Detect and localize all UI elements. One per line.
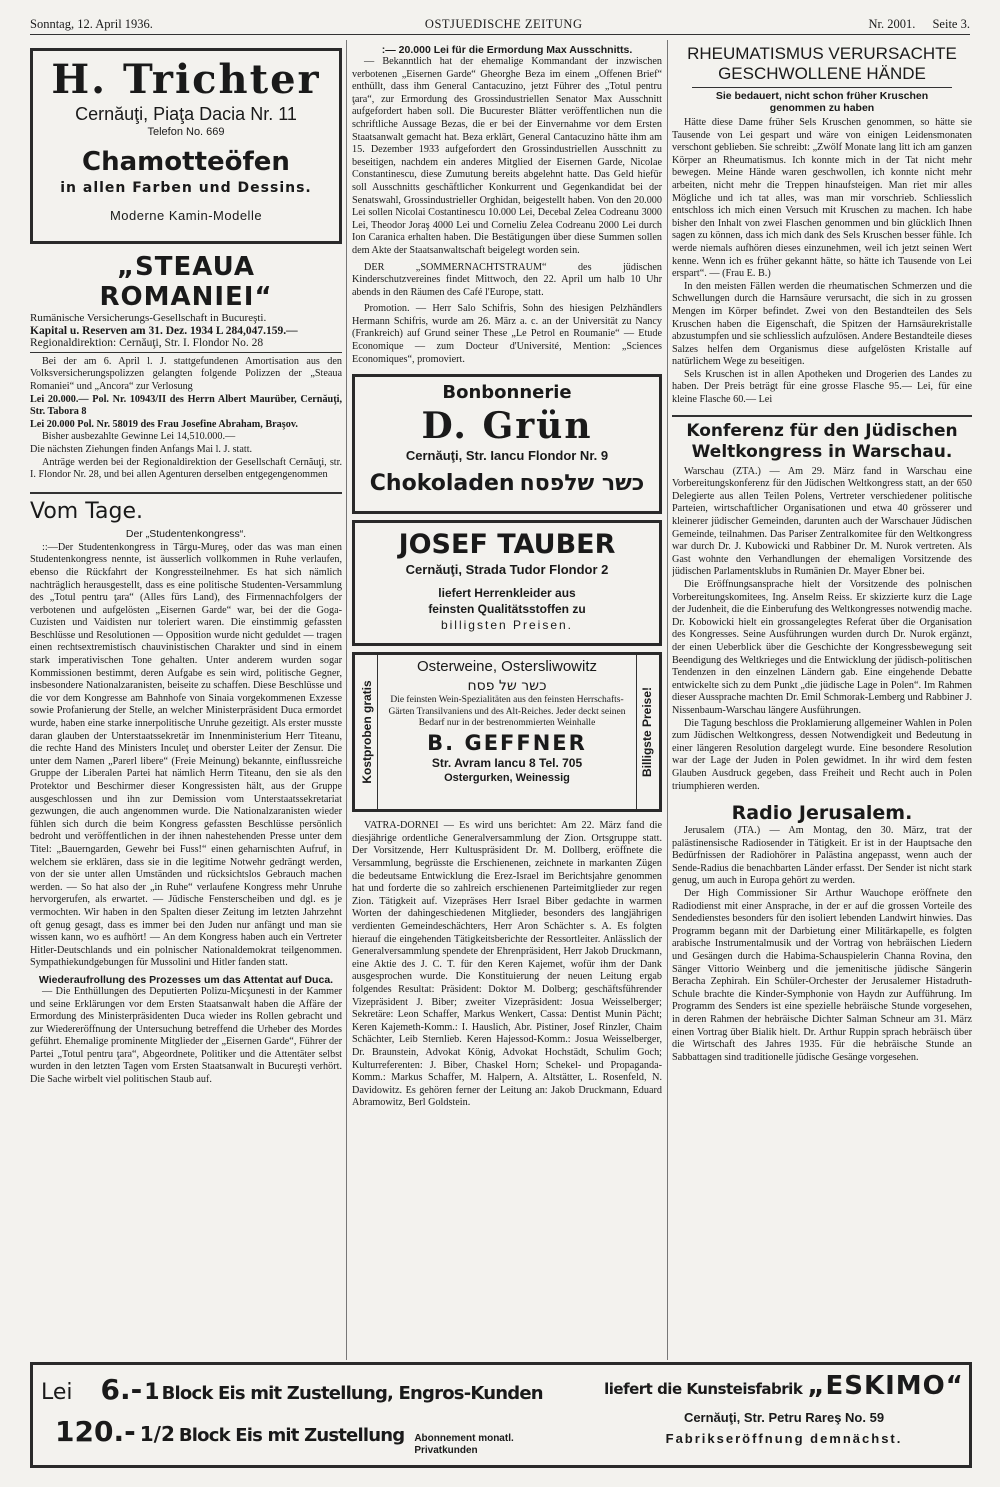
steaua-body2: Lei 20.000.— Pol. Nr. 10943/II des Herrn Albert Maurüber, Cernăuţi, Str. Tabora 8 xyxy=(30,393,342,418)
steaua-body5: Die nächsten Ziehungen finden Anfangs Mai l. J. statt. xyxy=(30,443,253,455)
vom-tage-sub2: Wiederaufrollung des Prozesses um das Attentat auf Duca. xyxy=(38,973,334,986)
article-ausschnitt-title: :— 20.000 Lei für die Ermordung Max Ausschnitts. xyxy=(381,44,633,56)
rheuma-p3: Sels Kruschen ist in allen Apotheken und Drogerien des Landes zu haben. Der Preis beträgt für eine grosse Flasche 95.— Lei, für eine kleine Flasche 60.— Lei xyxy=(672,368,972,406)
section-vom-tage xyxy=(30,492,342,1087)
eskimo-qty1: 1 xyxy=(144,1380,160,1405)
eskimo-qty2: 1/2 xyxy=(139,1422,175,1446)
eskimo-text1: Block Eis mit Zustellung, Engros-Kunden xyxy=(161,1383,543,1404)
gruen-name: D. Grün xyxy=(421,405,593,448)
steaua-line3: Regionaldirektion: Cernăuţi, Str. I. Flondor No. 28 xyxy=(30,337,342,353)
konferenz-p1: Warschau (ZTA.) — Am 29. März fand in Warschau eine Vorbereitungskonferenz für den Jüdischen Weltkongress statt, an der 650 Delegierte aus allen Teilen Polens, Vertreter verschiedener politische Parteien, wirtschaftlicher Organisationen und etwa 40 grösserer und kleinerer jüdischer Gemeinden, darunten auch der Warschauer Jüdischen Gemeinde, teilnahmen. Das Pariser Zentralkomitee für den Weltkongress war durch Dr. J. Kubowicki und Rabbiner Dr. M. Nurok vertreten. Als Gast wohnte den Verhandlungen der ehemaligen Vorsitzende des jüdischen Parlamentsklubs in Rumänien Dr. Mayer Ebner bei. xyxy=(672,465,972,578)
ad-geffner xyxy=(352,652,662,812)
geffner-top: Osterweine, Ostersliwowitz xyxy=(416,658,598,676)
steaua-body6: Anträge werden bei der Regionaldirektion der Gesellschaft Cernăuţi, str. I. Flondor Nr. 28, und bei allen Agenturen derselben entgegengenommen xyxy=(30,456,342,481)
geffner-name: B. GEFFNER xyxy=(427,730,587,755)
eskimo-price1: 6.- xyxy=(100,1373,143,1406)
ad-trichter xyxy=(30,48,342,244)
ad-tauber xyxy=(352,520,662,646)
vom-tage-p1: ::—Der Studentenkongress in Târgu-Mureş, oder das was man einen Studentenkongress nennte, ist äusserlich vollkommen in Ruhe verlaufen, ebenso die Rückfahrt der Kongressteilnehmer. Es hat sich nämlich nachträglich herausgestellt, dass es eine politische Studenten-Versammlung des „Totul pentru ţara“ (Alles fürs Land), des Firmennachfolgers der verbotenen und aufgelösten „Eisernen Garde“ war, bei der die Goga-Cuzisten und Vaidisten nur toleriert waren. Die einstimmig gefassten Beschlüsse und Resolutionen — Opposition wurde nicht geduldet — tragen einen rechtsextremistisch chauvinistischen Charakter und sind in einem stark imperativischen Tone gehalten. Unter anderem wurden sogar Kommissionen bestimmt, deren Aufgabe es sein wird, politische Gegner, insbesondere Nationalzaranisten, beiseite zu schaffen. Diese Beschlüsse und die vor dem Kongresse am Bahnhofe von Sinaia vorgekommenen Exzesse sowie Profanierung der Stelle, an welcher Ministerpräsident Duca ermordet wurde, haben eine starke innerpolitische Unruhe gezeitigt. Als erster musste daran glauben der Unterstaatssekretär im Innenministerium Herr Titeanu, die rechte Hand des Ministers Inculeţ und oberster Leiter der Zensur. Die unter dem Namen „Parerl libere“ (Freie Meinung) bekannte, einflussreiche Gruppe der Liberalen Partei hat nämlich Herrn Titeanu, den sie als den Protektor und Beschirmer dieser Kongressisten hält, aus der Gruppe ausgeschlossen und ihn zur Demission vom Unterstaatssekretariat gezwungen, die auch angenommen wurde. Die Nationalzaranisten wieder fühlen sich durch die beim Kongress gefassten Beschlüsse persönlich bedroht und veröffentlichen in der ihnen nahestehenden Presse unter dem Titel: „Bauerngarden, Gewehr bei Fuss!“ einen geharnischten Aufruf, in welchem sie erklären, dass sie in die legitime Notwehr gedrängt werden, von der sie unter allen Umständen und rücksichtslos Gebrauch machen werden. — So hat also der „in Ruhe“ verlaufene Kongress mehr Unruhe hervorgerufen, als erwartet. — Jüdische Fensterscheiben und dgl. es je vermochten. Wir haben in den Spalten dieser Zeitung im letzten Jahrzehnt oft genug gesagt, dass es immer bei den Juden nur anfängt und man sie wissen kann, wo es aufhört! — An dem Kongress haben auch ein Vertreter Hitler-Deutschlands und ein polnischer Nationaldemokrat teilgenommen. Sympathiekundgebungen für Mussolini und Hitler fanden statt. xyxy=(30,541,342,969)
tauber-name: JOSEF TAUBER xyxy=(398,529,616,561)
column-rule xyxy=(346,40,347,1360)
tauber-line3: billigsten Preisen. xyxy=(440,618,574,633)
tauber-line1: liefert Herrenkleider aus xyxy=(438,586,576,601)
steaua-line2: Kapital u. Reserven am 31. Dez. 1934 L 284,047.159.— xyxy=(30,324,298,337)
column-left xyxy=(30,40,342,1360)
geffner-side-left: Kostproben gratis xyxy=(360,680,374,784)
vom-tage-subtitle: Der „Studentenkongress“. xyxy=(125,527,247,540)
column-middle xyxy=(352,40,662,1360)
ad-eskimo xyxy=(30,1362,972,1468)
steaua-line1: Rumänische Versicherungs-Gesellschaft in Bucureşti. xyxy=(30,312,267,324)
trichter-address: Cernăuţi, Piaţa Dacia Nr. 11 xyxy=(75,104,297,124)
geffner-side-right: Billigste Preise! xyxy=(640,687,654,778)
tauber-line2: feinsten Qualitätsstoffen zu xyxy=(428,602,586,617)
eskimo-price2: 120.- xyxy=(55,1415,136,1448)
eskimo-liefert: liefert die Kunsteisfabrik xyxy=(604,1380,803,1398)
eskimo-address: Cernăuţi, Str. Petru Rareş No. 59 xyxy=(683,1410,885,1425)
issue-number: Nr. 2001. xyxy=(868,16,916,31)
rheuma-sub: Sie bedauert, nicht schon früher Kruschen genommen zu haben xyxy=(692,87,952,114)
radio-p2: Der High Commissioner Sir Arthur Wauchope eröffnete den Radiodienst mit einer Ansprache, in der er auf die grossen Vorteile des Sendedienstes besonders für den isoliert lebenden Landwirt hinwies. Das Programm begann mit der Darbietung einer Militärkapelle, es folgten arabische Instrumentalmusik und der Vortrag von hebräischen Liedern und Gesängen durch die Habima-Schauspielerin Channa Rovina, den Sänger Vittorio Weinberg und die jemenitische jüdische Sängerin Beracha Zephirah. Ein Schüler-Orchester der Jerusalemer Histadruth-Schule brachte die Kinder-Symphonie von Haydn zur Aufführung. Im Programm des Senders ist eine spezielle hebräische Stunde vorgesehen, in deren Rahmen der hebräische Dichter Salman Schneur am 31. März einen Vortrag über Bialik hielt. Dr. Arthur Ruppin sprach hebräisch über die Wirtschaft des Jahres 1935. Für die hebräische Stunde an Sabbattagen sind traditionelle jüdische Gesänge vorgesehen. xyxy=(672,888,972,1063)
issue-date: Sonntag, 12. April 1936. xyxy=(30,16,153,31)
konferenz-p2: Die Eröffnungsansprache hielt der Vorsitzende des polnischen Vorbereitungskomitees, Ing. Anselm Reiss. Er skizzierte kurz die Lage der Judenheit, die die Einberufung des Weltkongresses notwendig mache. Dr. Kobowicki hielt ein grossangelegtes Referat über die Organisation des Kongresses. Seine Ausführungen wurden durch Dr. Nurok ergänzt, der einen Ueberblick über die Geschichte der Kongressbewegung seit Beendigung des Weltkrieges und die Entwicklung der jüdisch-politischen Tendenzen in den einzelnen Ländern gab. Eine eingehende Debatte entwickelte sich zu dem Punkt „die jüdische Lage in Polen“. Im Rahmen dieser Aussprache machten Dr. Emil Schmorak-Lemberg und Rabbiner J. Nissenbaum-Warschau längere Ausführungen. xyxy=(672,579,972,716)
column-rule xyxy=(667,40,668,1360)
steaua-name: „STEAUA ROMANIEI“ xyxy=(99,252,273,312)
page-number: Seite 3. xyxy=(932,16,970,31)
trichter-models: Moderne Kamin-Modelle xyxy=(109,208,263,223)
trichter-name: H. Trichter xyxy=(51,56,321,103)
eskimo-text2: Block Eis mit Zustellung xyxy=(178,1425,405,1446)
steaua-body3: Lei 20.000 Pol. Nr. 58019 des Frau Josefine Abraham, Braşov. xyxy=(30,418,298,430)
trichter-colors: in allen Farben und Dessins. xyxy=(60,180,312,196)
vom-tage-p2: — Die Enthüllungen des Deputierten Polizu-Micşunesti in der Kammer und seine Erklärungen vor dem Ersten Staatsanwalt haben die Affäre der Ermordung des Ministerpräsidenten Duca wieder ins Rollen gebracht und zur Wiedereröffnung der Untersuchung betreffend die Urheber des Mordes geführt. Ehemalige prominente Mitglieder der „Eisernen Garde“, Führer der Partei „Totul pentru ţara“, Abgeordnete, Politiker und die Attentäter selbst wurden in den letzten Tagen vom Ersten Staatsanwalt in Bucureşti verhört. Die Sache wirbelt viel politischen Staub auf. xyxy=(30,985,342,1086)
eskimo-abo: Abonnement monatl. Privatkunden xyxy=(414,1433,514,1456)
gruen-address: Cernăuţi, Str. Iancu Flondor Nr. 9 xyxy=(405,448,609,464)
geffner-tag: Ostergurken, Weinessig xyxy=(444,771,570,784)
radio-p1: Jerusalem (JTA.) — Am Montag, den 30. März, trat der palästinensische Radiosender in Tätigkeit. Er ist in der Hauptsache den Bedürfnissen der Radiohörer in Palästina angepasst, wenn auch der Sende-Radius die benachbarten Länder erfasst. Der Sender ist nicht stark genug, um auch in Europa gehört zu werden. xyxy=(672,825,972,887)
tauber-address: Cernăuţi, Strada Tudor Flondor 2 xyxy=(405,562,609,578)
eskimo-opening: Fabrikseröffnung demnächst. xyxy=(665,1431,903,1446)
trichter-product: Chamotteöfen xyxy=(82,147,290,177)
paper-title: OSTJUEDISCHE ZEITUNG xyxy=(424,16,583,31)
vom-tage-title: Vom Tage. xyxy=(30,498,143,524)
page-header xyxy=(30,14,970,35)
geffner-hebrew: כשר של פסח xyxy=(467,678,547,695)
steaua-body1: Bei der am 6. April l. J. stattgefundenen Amortisation aus den Volksversicherungspolizzen gelangten folgende Polizzen der „Steaua Romaniei“ und „Ancora“ zur Verlosung xyxy=(30,355,342,392)
gruen-product: Chokoladen xyxy=(369,471,515,497)
konferenz-p3: Die Tagung beschloss die Proklamierung allgemeiner Wahlen in Polen zum Jüdischen Weltkongress, dessen Notwendigkeit und Bedeutung in einer längeren Resolution dargelegt wurde. Eine besondere Resolution war der Lage der Juden in Polen gewidmet. In ihr wird dem festen Glauben Ausdruck gegeben, dass Freiheit und Recht auch in Polen triumphieren werden. xyxy=(672,717,972,792)
geffner-address: Str. Avram Iancu 8 Tel. 705 xyxy=(431,755,583,770)
steaua-body4: Bisher ausbezahlte Gewinne Lei 14,510.000.— xyxy=(42,431,236,443)
ad-gruen xyxy=(352,374,662,514)
rheuma-p2: In den meisten Fällen werden die rheumatischen Schmerzen und die Schwellungen durch die Harnsäure verursacht, die sich in zu grossen Mengen im Körper befindet. Zwei von den Bestandteilen des Sels Kruschen haben die Eigenschaft, die Spitzen der Harnsäurekristalle abzustumpfen und sie schliesslich aufzulösen. Andere Bestandteile dieses Salzes helfen dem Organismus diese aufgelösten Kristalle auf natürlichem Wege zu beseitigen. xyxy=(672,280,972,368)
konferenz-title: Konferenz für den Jüdischen Weltkongress in Warschau. xyxy=(672,415,972,463)
radio-title: Radio Jerusalem. xyxy=(731,802,913,825)
gruen-label: Bonbonnerie xyxy=(442,382,572,404)
column-right xyxy=(672,40,972,1360)
ad-steaua-romaniei xyxy=(30,252,342,482)
article-promotion: Promotion. — Herr Salo Schifris, Sohn des hiesigen Pelzhändlers Hermann Schifris, wurde am 26. März a. c. an der Universität zu Nancy (Frankreich) auf Grund seiner These „Le Petrol en Roumanie“ — Etude Economique — zum Docteur d'Université, Mention: „Sciences Economiques“, promoviert. xyxy=(352,303,662,365)
geffner-body: Die feinsten Wein-Spezialitäten aus den feinsten Herrschafts-Gärten Transilvaniens und des Alt-Reiches. Jeder deckt seinen Bedarf nur in der bestrenommierten Weinhalle xyxy=(388,695,626,729)
eskimo-name: „ESKIMO“ xyxy=(807,1371,964,1401)
article-vatra-dornei: VATRA-DORNEI — Es wird uns berichtet: Am 22. März fand die diesjährige ordentliche Generalversammlung der Zion. Ortsgruppe statt. Der Vorsitzende, Herr Kultuspräsident Dr. M. Dollberg, eröffnete die Versammlung, begrüsste die Erschienenen, zeichnete in markanten Zügen die bedeutsame Entwicklung die Erez-Israel im Berichtsjahre genommen hat und forderte die so zahlreich erschienenen Parteimitglieder zur regen Zion. Tätigkeit auf. Vizepräses Herr Israel Biber gedachte in warmen Worten der dahingeschiedenen Mitglieder, besonders des langjährigen verdienten Gemeindeschächters, Herr Aron Schächter s. A. Es folgten hierauf die eingehenden Tätigkeitsberichte der Ressortleiter. Anlässlich der Generalversammlung spendete der Ehrenpräsident, Herr Jakob Druckmann, eine Aktie des J. C. T. für den Keren Kajemet, wofür ihm der Dank ausgesprochen wurde. Die Konstituierung der neuen Leitung ergab folgendes Resultat: Präsident: Doktor M. Dolberg; geschäftsführender Vizepräsident J. Biber; zweiter Vizepräsident: Josua Weisselberger; Sekretäre: Leon Schaffer, Markus Wenkert, Cassa: Dentist Munin Pächt; Keren Kajemeth-Komm.: I. Hauslich, Abr. Pistiner, Josef Rinzler, Chaim Schächter, Leib Sternlieb. Keren Hajessod-Komm.: Josua Weisselberger, Dr. Braunstein, Advokat König, Advokat Hochstädt, Schulim Goch; Kulturreferenten: J. Biber, Chaskel Horn; Schekel- und Propaganda-Komm.: Markus Schaffer, M. Halpern, A. Altstätter, L. Rosenfeld, N. Davidowitz. Es gehören ferner der Leitung an: Jakob Druckmann, Eduard Abramowitz, Berl Goldstein. xyxy=(352,820,662,1109)
eskimo-lei: Lei xyxy=(41,1380,73,1405)
rheuma-p1: Hätte diese Dame früher Sels Kruschen genommen, so hätte sie Tausende von Lei gespart und wäre von einigen Leidensmonaten verschont geblieben. Sie schreibt: „Zwölf Monate lang litt ich am ganzen Körper an Rheumatismus. Ich konnte mich in der Tat nicht mehr bewegen. Meine Hände waren geschwollen, ich konnte nicht mehr arbeiten, nicht mehr die Treppen hinaufsteigen. Man riet mir alles Mögliche und ich tat alles, was man mir vorschrieb. Schliesslich entschloss ich mich einen Versuch mit Kruschen zu machen. Ich habe bisher den Inhalt von zwei Flaschen genommen und bin glücklich Ihnen sagen zu können, dass ich mich dank des Sels Kruschen besser fühle. Ich werde niemals aufhören dieses einzunehmen, weil ich jetzt seinen Wert kenne. Wenn ich es früher gekannt hätte, so hätte ich Tausende von Lei erspart“. — (Frau E. B.) xyxy=(672,117,972,280)
rheuma-title: RHEUMATISMUS VERURSACHTE GESCHWOLLENE HÄNDE xyxy=(687,44,957,83)
gruen-hebrew: כשר שלפסח xyxy=(519,471,645,497)
article-ausschnitt-body: — Bekanntlich hat der ehemalige Kommandant der inzwischen verbotenen „Eisernen Garde“ Gheorghe Beza im einem „Offenen Brief“ enthüllt, dass ihm General Cantacuzino, jetzt Führer des „Totul pentru ţara“, zur Ermordung des Grossindustriellen Senator Max Ausschnitt aufgefordert haben soll. Die Bucurester Blätter veröffentlichen nun die schriftliche Aussage Bezas, die er bei der Einvernahme vor dem Ersten Staatsanwalt gemacht hat. Beza erklärt, General Cantacuzino hätte ihm am 15. Dezember 1933 aufgefordert den Grossindustriellen Ausschnitt zu beseitigen, nachdem ein anderes Mitglied der Eisernen Garde, Nicolae Constantinescu, diese Zumutung bereits abgelehnt hatte. Das Geld hiefür soll Ausschnitts geschäftlicher Konkurrent und Gegenkandidat bei der Senatswahl, Grossindustrieller Orghidan, beigestellt haben. Von den 20.000 Lei sollen Nicolai Costantinescu 10.000 Lei, Decebal Zelea Codreanu 3000 Lei, Theodor Joraş 4000 Lei und Corneliu Zelea Codreanu 2000 Lei durch Ion Caranica erhalten haben. Die Bestätigungen über diese Summen sollen dem Akte der Staatsanwaltschaft beigelegt worden sein. xyxy=(352,56,662,256)
trichter-phone: Telefon No. 669 xyxy=(147,126,225,138)
article-sommernachtstraum: DER „SOMMERNACHTSTRAUM“ des jüdischen Kinderschutzvereines findet Mittwoch, den 22. April um halb 10 Uhr abends in den Räumen des Café l'Europe, statt. xyxy=(352,261,662,298)
